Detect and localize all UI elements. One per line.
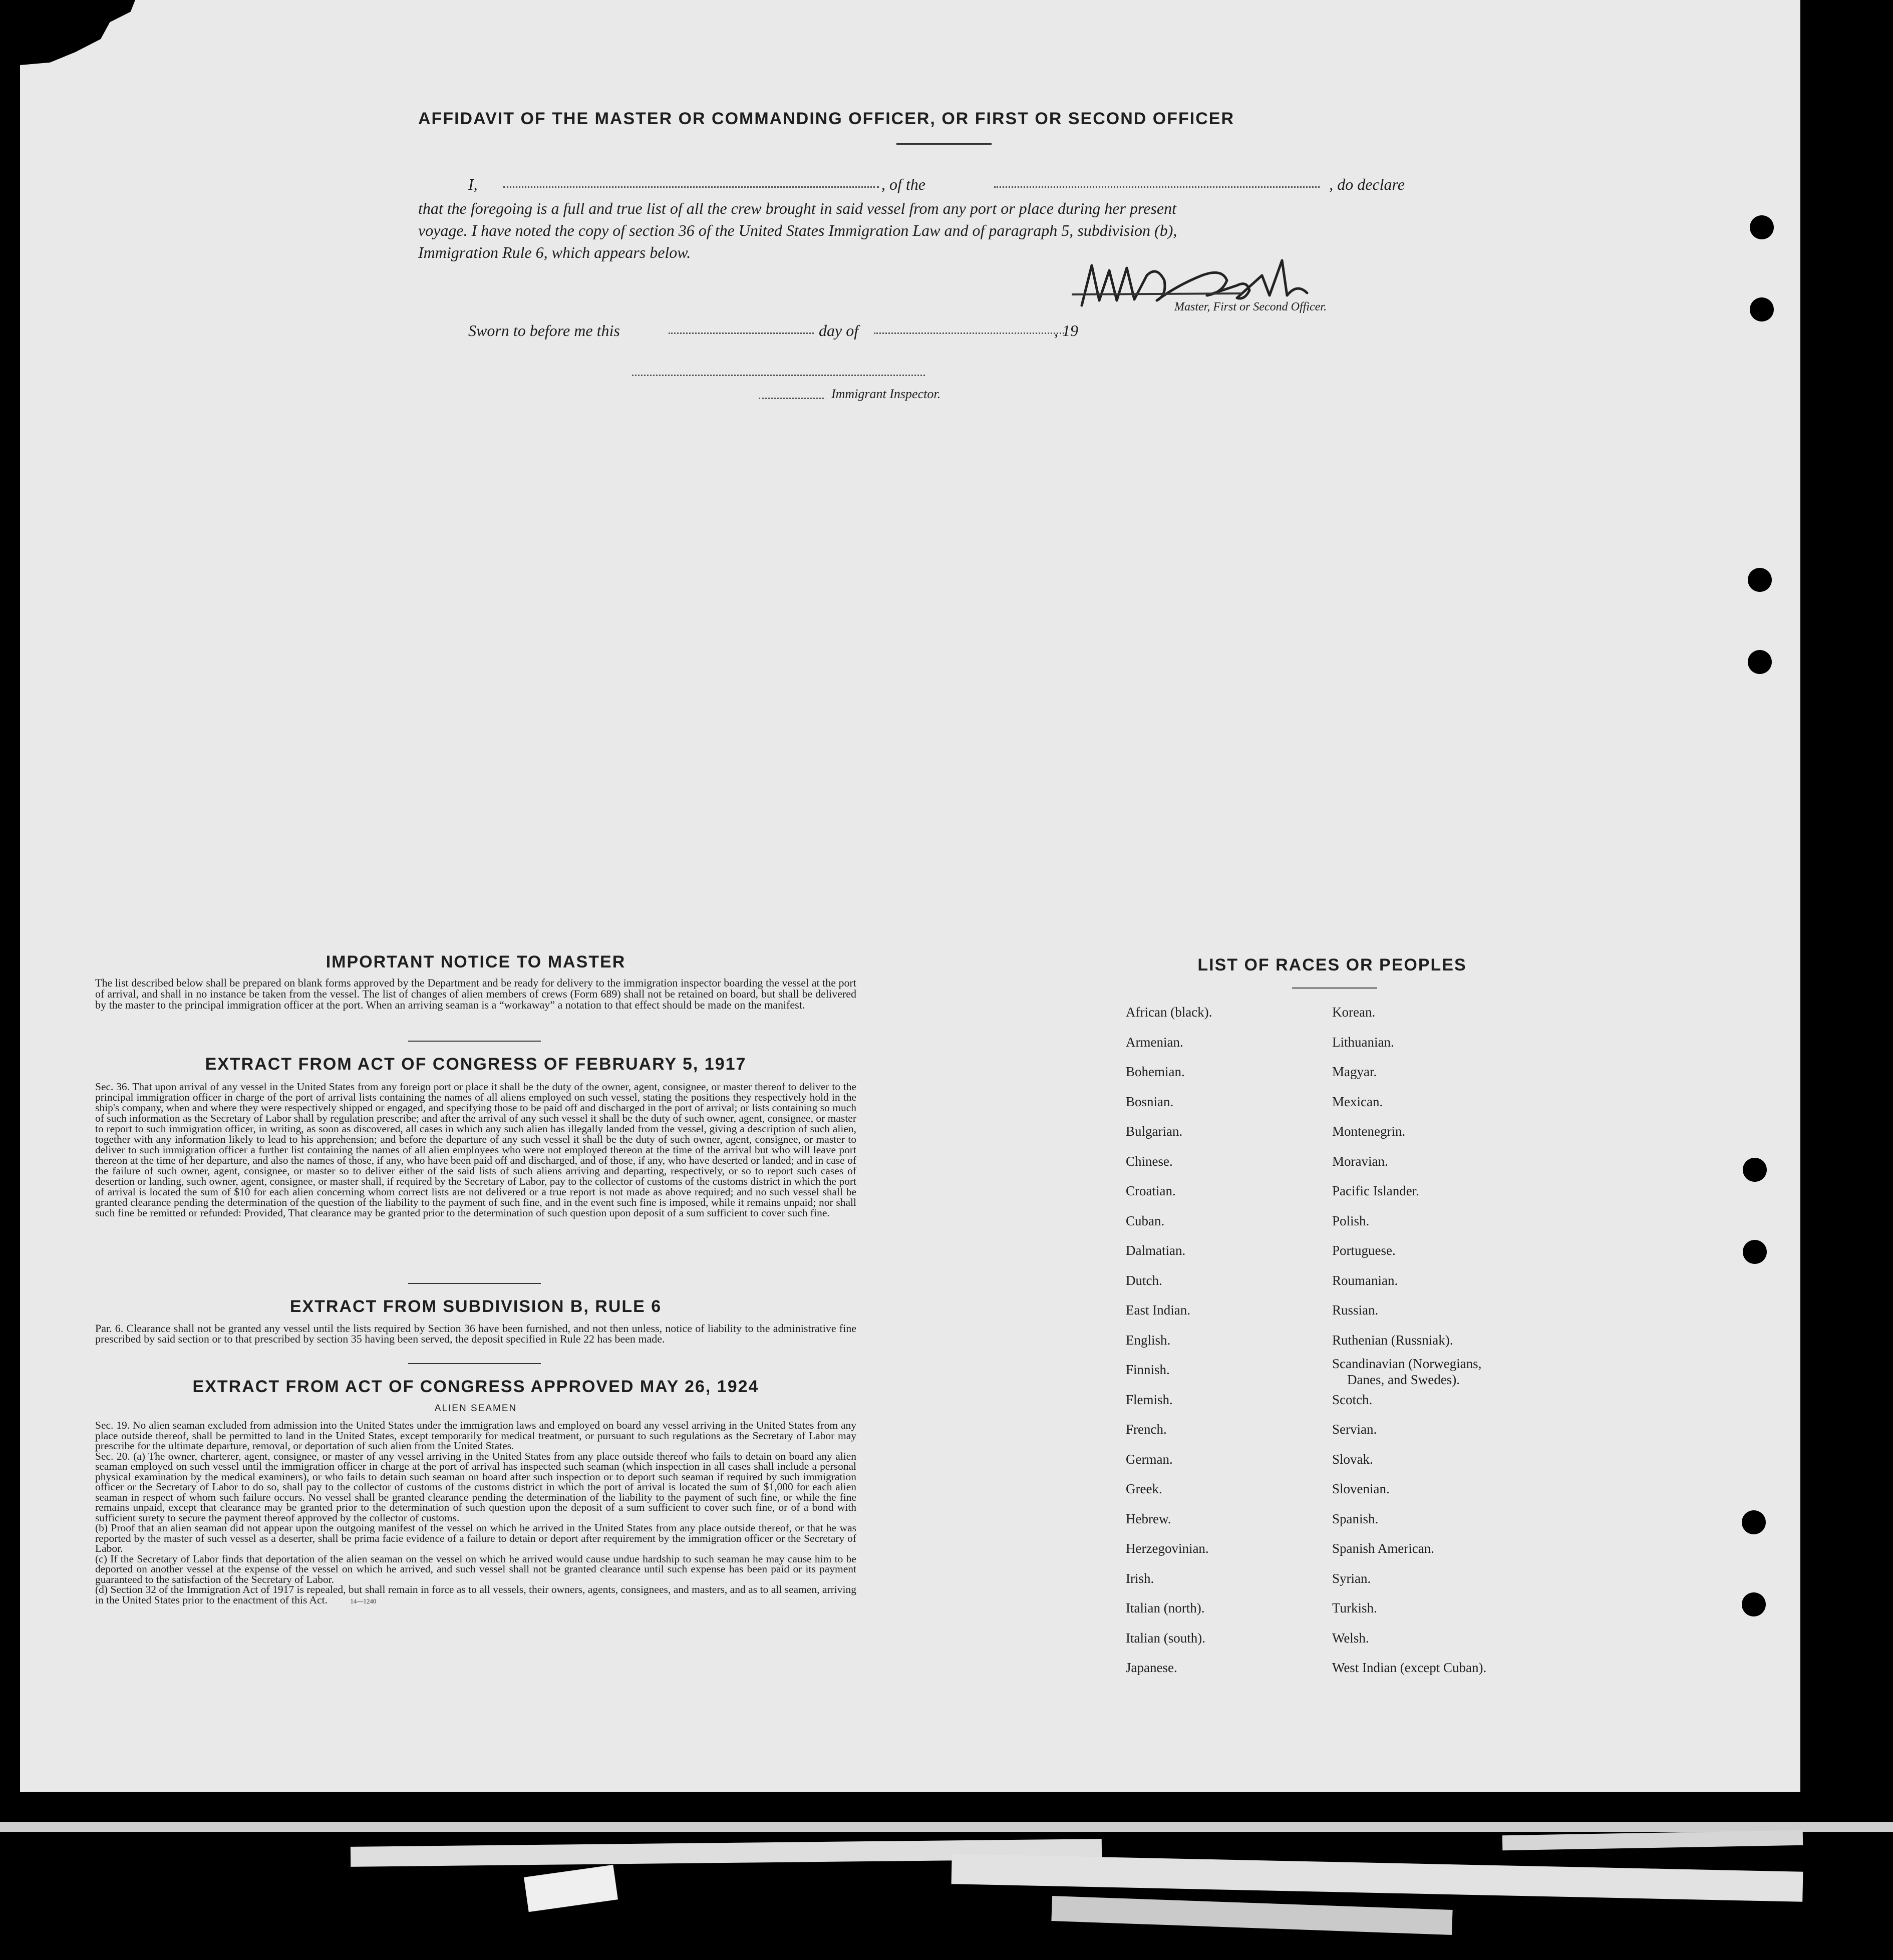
punch-hole <box>1742 1510 1766 1534</box>
form-number: 14—1240 <box>350 1597 377 1605</box>
vessel-name-field[interactable] <box>994 186 1320 188</box>
extract-1924-title: EXTRACT FROM ACT OF CONGRESS APPROVED MAY 26, 1924 <box>192 1377 759 1396</box>
sec-19-paragraph: Sec. 19. No alien seaman excluded from admission into the United States under the immigration laws and employed on board any vessel arriving in the United States from any place outside thereof, shall be permitted to land in the United States, except temporarily for medical treatment, or pursuant to such regulations as the Secretary of Labor may prescribe for the ultimate departure, removal, or deportation of such alien from the United States. <box>95 1419 856 1452</box>
race-item: Spanish. <box>1332 1511 1379 1526</box>
race-item: Croatian. <box>1126 1183 1176 1198</box>
sworn-day-field[interactable] <box>669 333 814 334</box>
race-item: Cuban. <box>1126 1213 1165 1228</box>
paper-debris <box>1502 1830 1803 1850</box>
race-item: Servian. <box>1332 1422 1377 1437</box>
title-underline <box>896 143 992 145</box>
race-item: French. <box>1126 1422 1167 1437</box>
race-item: Slovak. <box>1332 1451 1373 1467</box>
races-title: LIST OF RACES OR PEOPLES <box>1197 955 1467 974</box>
races-title-underline <box>1292 988 1377 989</box>
race-item: Korean. <box>1332 1005 1376 1020</box>
sec-20a-paragraph: Sec. 20. (a) The owner, charterer, agent, consignee, or master of any vessel arriving in the United States from any place outside thereof who fails to detain on board any alien seaman employed on such vessel until the immigration officer in charge at the port of arrival has inspected such seaman (which inspection in all cases shall include a personal physical examination by the medical examiners), or who fails to detain such seaman on board after such inspection or to deport such seaman if required by such immigration officer or the Secretary of Labor to do so, shall pay to the collector of customs of the customs district in which the port of arrival is located the sum of $1,000 for each alien seaman in respect of whom such failure occurs. No vessel shall be granted clearance pending the determination of the liability to the payment of such fine, or while the fine remains unpaid, except that clearance may be granted prior to the determination of such question upon the deposit of a sum sufficient to cover such fine, or of a bond with sufficient surety to secure the payment thereof approved by the collector of customs. <box>95 1450 856 1524</box>
race-item: Bohemian. <box>1126 1064 1185 1079</box>
race-item: Russian. <box>1332 1302 1379 1318</box>
race-item: African (black). <box>1126 1005 1212 1020</box>
race-item: Italian (south). <box>1126 1630 1205 1646</box>
vessel-label: , of the <box>881 175 925 193</box>
race-item: German. <box>1126 1451 1173 1467</box>
extract-1917-body: Sec. 36. That upon arrival of any vessel in the United States from any foreign port or place it shall be the duty of the owner, agent, consignee, or master thereof to deliver to the principal immigration officer in charge of the port of arrival lists containing the names of all aliens employed on such vessel, stating the positions they respectively hold in the ship's company, when and where they were respectively shipped or engaged, and specifying those to be paid off and discharged in the port of arrival; or lists containing so much of such information as the Secretary of Labor shall by regulation prescribe; and after the arrival of any such vessel it shall be the duty of such owner, agent, consignee, or master to report to such immigration officer, in writing, as soon as discovered, all cases in which any such alien has illegally landed from the vessel, giving a description of such alien, together with any information likely to lead to his apprehension; and before the departure of any such vessel it shall be the duty of such owner, agent, consignee, or master to deliver to such immigration officer a further list containing the names of all alien employees who were not employed thereon at the time of the arrival but who will leave port thereon at the time of her departure, and also the names of those, if any, who have been paid off and discharged, and of those, if any, who have deserted or landed; and in case of the failure of such owner, agent, consignee, or master so to deliver either of the said lists of such aliens arriving and departing, respectively, or so to report such cases of desertion or landing, such owner, agent, consignee, or master shall, if required by the Secretary of Labor, pay to the collector of customs of the customs district in which the port of arrival is located the sum of $10 for each alien concerning whom correct lists are not delivered or a true report is not made as above required; and no such vessel shall be granted clearance pending the determination of the question of the liability to the payment of such fine, and in the event such fine is imposed, while it remains unpaid; nor shall such fine be remitted or refunded: Provided, That clearance may be granted prior to the determination of such question upon deposit of a sum sufficient to cover such fine. <box>95 1081 856 1219</box>
section-divider <box>408 1283 541 1284</box>
extract-1924-body <box>95 1420 856 1606</box>
sworn-line <box>468 321 1109 340</box>
race-item: Dutch. <box>1126 1272 1162 1288</box>
day-of-label: day of <box>819 321 859 340</box>
notice-title: IMPORTANT NOTICE TO MASTER <box>326 952 626 971</box>
race-item: Pacific Islander. <box>1332 1183 1419 1198</box>
punch-hole <box>1742 1592 1766 1616</box>
race-item: Japanese. <box>1126 1660 1177 1675</box>
race-item: Welsh. <box>1332 1630 1369 1646</box>
race-item: English. <box>1126 1332 1171 1348</box>
race-item: Bosnian. <box>1126 1094 1174 1109</box>
race-item: Montenegrin. <box>1332 1124 1406 1139</box>
inspector-name-field[interactable] <box>759 398 824 399</box>
race-item: Scandinavian (Norwegians, <box>1332 1356 1482 1371</box>
race-item: Scotch. <box>1332 1392 1373 1407</box>
subdivision-body: Par. 6. Clearance shall not be granted any vessel until the lists required by Section 36 have been furnished, and not then unless, notice of liability to the administrative fine prescribed by said section or to that prescribed by section 35 having been served, the deposit specified in Rule 22 has been made. <box>95 1322 856 1345</box>
affidavit-title: AFFIDAVIT OF THE MASTER OR COMMANDING OFFICER, OR FIRST OR SECOND OFFICER <box>418 109 1234 128</box>
race-item: Chinese. <box>1126 1153 1173 1169</box>
inspector-signature-field[interactable] <box>632 375 925 376</box>
race-item: Ruthenian (Russniak). <box>1332 1332 1453 1348</box>
race-item: Roumanian. <box>1332 1272 1398 1288</box>
sworn-month-field[interactable] <box>874 333 1064 334</box>
officer-title-label: Master, First or Second Officer. <box>1174 300 1327 313</box>
race-item: Syrian. <box>1332 1570 1371 1586</box>
declaration-line-3: voyage. I have noted the copy of section 36 of the United States Immigration Law and of paragraph 5, subdivision (b), <box>418 221 1177 239</box>
inspector-label: Immigrant Inspector. <box>831 387 941 401</box>
declarant-name-field[interactable] <box>503 186 879 188</box>
declaration-line-2: that the foregoing is a full and true list of all the crew brought in said vessel from any port or place during her present <box>418 199 1176 217</box>
race-item: Moravian. <box>1332 1153 1388 1169</box>
race-item: Hebrew. <box>1126 1511 1171 1526</box>
punch-hole <box>1750 215 1774 239</box>
sec-20b-paragraph: (b) Proof that an alien seaman did not appear upon the outgoing manifest of the vessel on which he arrived in the United States from any place outside thereof, or that he was reported by the master of such vessel as a deserter, shall be prima facie evidence of a failure to detain or deport after requirement by the immigration officer or the Secretary of Labor. <box>95 1522 856 1554</box>
race-item-continuation: Danes, and Swedes). <box>1347 1372 1460 1387</box>
punch-hole <box>1743 1240 1767 1264</box>
notice-body: The list described below shall be prepared on blank forms approved by the Department and be ready for delivery to the immigration inspector boarding the vessel at the port of arrival, and shall in no instance be taken from the vessel. The list of changes of alien members of crews (Form 689) shall not be retained on board, but shall be delivered by the master to the principal immigration officer at the port. When an arriving seaman is a “workaway” a notation to that effect should be made on the manifest. <box>95 976 856 1011</box>
alien-seamen-subtitle: ALIEN SEAMEN <box>434 1403 517 1414</box>
race-item: Spanish American. <box>1332 1541 1434 1556</box>
race-item: Dalmatian. <box>1126 1243 1186 1258</box>
subdivision-title: EXTRACT FROM SUBDIVISION B, RULE 6 <box>289 1297 662 1316</box>
race-item: East Indian. <box>1126 1302 1190 1318</box>
race-item: Slovenian. <box>1332 1481 1390 1496</box>
declaration-line-4: Immigration Rule 6, which appears below. <box>418 243 691 261</box>
sec-20d-paragraph <box>95 1584 856 1606</box>
race-item: Polish. <box>1332 1213 1370 1228</box>
race-item: Magyar. <box>1332 1064 1377 1079</box>
section-divider <box>408 1041 541 1042</box>
declarant-label: I, <box>468 175 478 193</box>
race-item: Flemish. <box>1126 1392 1173 1407</box>
race-item: Mexican. <box>1332 1094 1383 1109</box>
declaration-line-1 <box>468 175 1405 193</box>
sec-20d-text: (d) Section 32 of the Immigration Act of 1917 is repealed, but shall remain in force as to all vessels, their owners, agents, consignees, and masters, and as to all seamen, arriving in the United States prior to the enactment of this Act. <box>95 1583 856 1606</box>
race-item: Lithuanian. <box>1332 1034 1394 1050</box>
year-prefix-label: , 19 <box>1054 321 1078 340</box>
punch-hole <box>1748 568 1772 592</box>
punch-hole <box>1750 297 1774 321</box>
do-declare-label: , do declare <box>1329 175 1405 193</box>
paper-debris <box>952 1854 1803 1902</box>
extract-1917-title: EXTRACT FROM ACT OF CONGRESS OF FEBRUARY 5, 1917 <box>205 1055 747 1074</box>
race-item: Herzegovinian. <box>1126 1541 1209 1556</box>
race-item: Italian (north). <box>1126 1600 1205 1615</box>
race-item: Finnish. <box>1126 1362 1170 1377</box>
paper-debris <box>1051 1896 1452 1935</box>
race-item: Greek. <box>1126 1481 1162 1496</box>
paper-debris <box>0 1822 1893 1832</box>
race-item: Turkish. <box>1332 1600 1377 1615</box>
race-item: Armenian. <box>1126 1034 1183 1050</box>
section-divider <box>408 1363 541 1364</box>
race-item: West Indian (except Cuban). <box>1332 1660 1487 1675</box>
race-item: Portuguese. <box>1332 1243 1396 1258</box>
sworn-label: Sworn to before me this <box>468 321 620 340</box>
race-item: Irish. <box>1126 1570 1154 1586</box>
sec-20c-paragraph: (c) If the Secretary of Labor finds that deportation of the alien seaman on the vessel on which he arrived would cause undue hardship to such seaman he may cause him to be deported on another vessel at the expense of the vessel on which he arrived, and such vessel shall not be granted clearance until such expense has been paid or its payment guaranteed to the satisfaction of the Secretary of Labor. <box>95 1552 856 1585</box>
race-item: Bulgarian. <box>1126 1124 1183 1139</box>
punch-hole <box>1748 650 1772 674</box>
paper-debris <box>524 1865 618 1912</box>
punch-hole <box>1743 1158 1767 1182</box>
